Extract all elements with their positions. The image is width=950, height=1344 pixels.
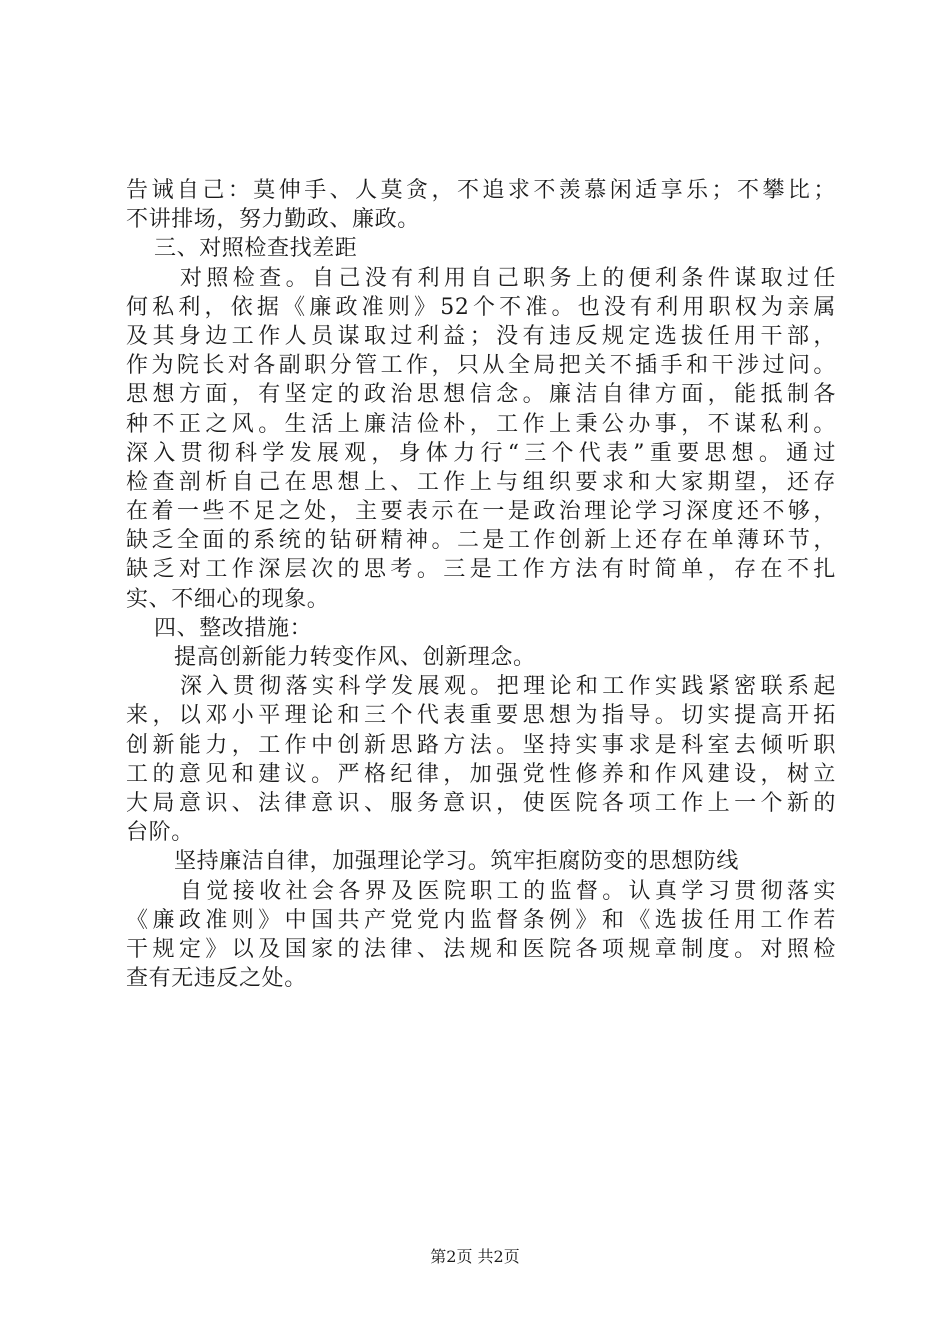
text-line: 检查剖析自己在思想上、工作上与组织要求和大家期望，还存 [126, 469, 836, 495]
text-line: 提高创新能力转变作风、创新理念。 [174, 645, 536, 670]
document-body [126, 176, 836, 993]
text-line: 创新能力，工作中创新思路方法。坚持实事求是科室去倾听职 [126, 732, 836, 758]
text-line: 缺乏全面的系统的钻研精神。二是工作创新上还存在单薄环节， [126, 528, 836, 554]
text-line: 告诫自己：莫伸手、人莫贪，不追求不羡慕闲适享乐；不攀比； [126, 178, 836, 203]
text-line: 大局意识、法律意识、服务意识，使医院各项工作上一个新的 [126, 790, 836, 816]
text-line: 深入贯彻科学发展观，身体力行“三个代表”重要思想。通过 [126, 440, 836, 466]
text-line: 种不正之风。生活上廉洁俭朴，工作上秉公办事，不谋私利。 [126, 411, 836, 437]
text-line: 深入贯彻落实科学发展观。把理论和工作实践紧密联系起 [180, 674, 836, 700]
text-line: 思想方面，有坚定的政治思想信念。廉洁自律方面，能抵制各 [126, 382, 836, 408]
text-line: 台阶。 [126, 820, 194, 846]
text-line: 缺乏对工作深层次的思考。三是工作方法有时简单，存在不扎 [126, 557, 836, 583]
text-line: 工的意见和建议。严格纪律，加强党性修养和作风建设，树立 [126, 761, 836, 787]
text-line: 不讲排场，努力勤政、廉政。 [126, 207, 420, 233]
section-heading: 三、对照检查找差距 [154, 236, 358, 262]
text-line: 对照检查。自己没有利用自己职务上的便利条件谋取过任 [180, 265, 836, 291]
text-line: 《廉政准则》中国共产党党内监督条例》和《选拔任用工作若 [126, 907, 836, 933]
text-line: 干规定》以及国家的法律、法规和医院各项规章制度。对照检 [126, 936, 836, 962]
text-line: 自觉接收社会各界及医院职工的监督。认真学习贯彻落实 [180, 878, 836, 904]
text-line: 坚持廉洁自律，加强理论学习。筑牢拒腐防变的思想防线 [174, 849, 740, 875]
text-line: 作为院长对各副职分管工作，只从全局把关不插手和干涉过问。 [126, 353, 836, 379]
text-line: 实、不细心的现象。 [126, 586, 330, 612]
text-line: 何私利，依据《廉政准则》52个不准。也没有利用职权为亲属 [126, 294, 836, 320]
text-line: 在着一些不足之处，主要表示在一是政治理论学习深度还不够， [126, 499, 836, 525]
text-line: 查有无违反之处。 [126, 966, 307, 992]
text-line: 来，以邓小平理论和三个代表重要思想为指导。切实提高开拓 [126, 703, 836, 729]
text-line: 及其身边工作人员谋取过利益；没有违反规定选拔任用干部， [126, 323, 836, 349]
section-heading: 四、整改措施： [154, 615, 313, 641]
page-footer: 第2页 共2页 [430, 1247, 520, 1266]
